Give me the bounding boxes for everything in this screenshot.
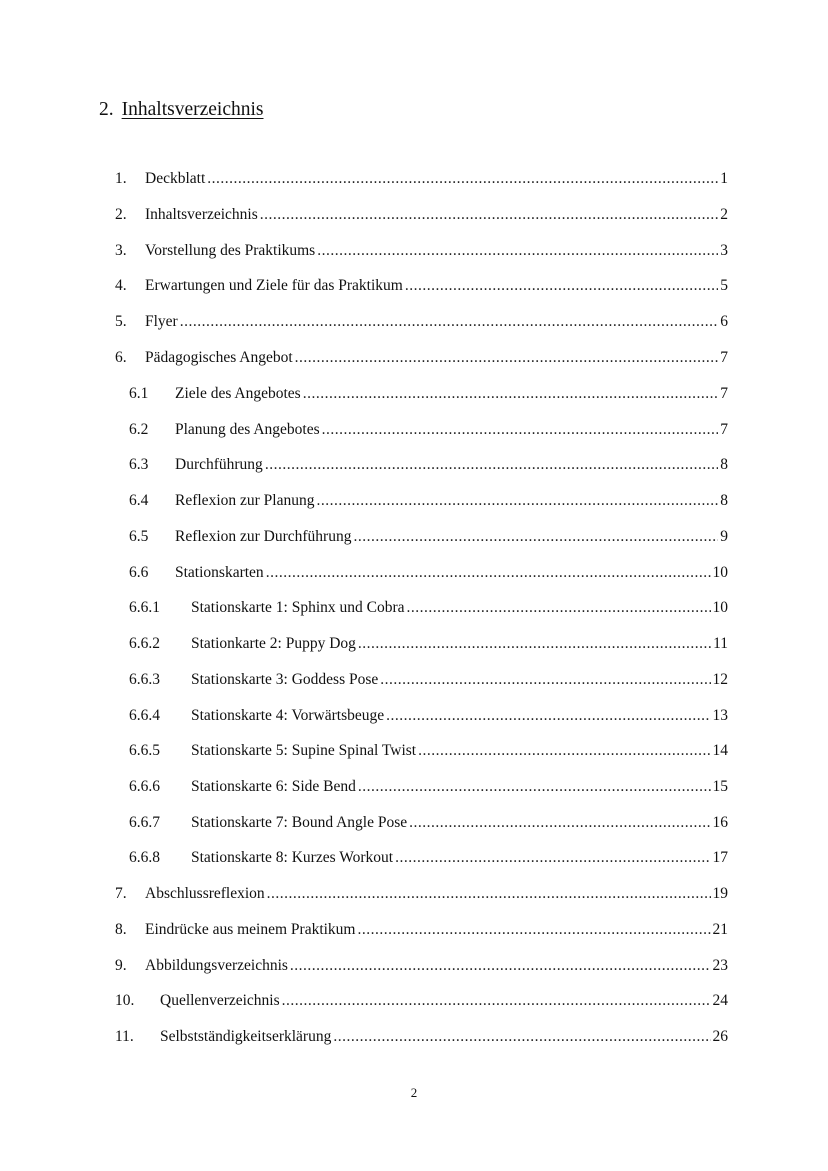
toc-entry-page: 23 [712, 957, 728, 974]
toc-leader-dots [409, 812, 710, 834]
toc-entry-label: Stationskarte 1: Sphinx und Cobra [191, 599, 405, 616]
toc-entry-page: 13 [712, 707, 728, 724]
toc-leader-dots [386, 705, 710, 727]
toc-entry[interactable] [129, 490, 728, 512]
toc-entry-label: Stationskarten [175, 564, 264, 581]
toc-entry-page: 19 [712, 885, 728, 902]
toc-leader-dots [317, 240, 718, 262]
toc-leader-dots [266, 562, 711, 584]
toc-entry-page: 24 [712, 992, 728, 1009]
toc-entry-label: Eindrücke aus meinem Praktikum [145, 921, 356, 938]
toc-leader-dots [322, 419, 719, 441]
toc-entry-label: Stationkarte 2: Puppy Dog [191, 635, 356, 652]
toc-entry-page: 26 [712, 1028, 728, 1045]
toc-entry[interactable] [115, 347, 728, 369]
toc-entry-label: Stationskarte 5: Supine Spinal Twist [191, 742, 417, 759]
toc-entry-number: 6.1 [129, 385, 149, 402]
toc-entry-number: 6.4 [129, 492, 149, 509]
toc-leader-dots [207, 168, 718, 190]
toc-entry-label: Vorstellung des Praktikums [145, 242, 316, 259]
toc-leader-dots [380, 669, 710, 691]
toc-entry[interactable] [115, 204, 728, 226]
toc-entry-page: 7 [720, 349, 728, 366]
toc-entry-number: 4. [115, 277, 127, 294]
toc-entry-label: Stationskarte 8: Kurzes Workout [191, 849, 394, 866]
toc-entry-number: 6.6.6 [129, 778, 160, 795]
toc-entry-label: Ziele des Angebotes [175, 385, 301, 402]
toc-entry-label: Quellenverzeichnis [160, 992, 280, 1009]
toc-entry[interactable] [129, 669, 728, 691]
toc-entry[interactable] [129, 740, 728, 762]
toc-entry-label: Planung des Angebotes [175, 421, 320, 438]
toc-entry-number: 1. [115, 170, 127, 187]
toc-leader-dots [265, 454, 718, 476]
toc-entry[interactable] [129, 812, 728, 834]
toc-entry-page: 11 [713, 635, 728, 652]
toc-entry-page: 7 [720, 421, 728, 438]
toc-entry-label: Abbildungsverzeichnis [145, 957, 288, 974]
toc-entry-number: 5. [115, 313, 127, 330]
toc-entry-page: 16 [712, 814, 728, 831]
toc-leader-dots [333, 1026, 710, 1048]
toc-entry-number: 6. [115, 349, 127, 366]
toc-leader-dots [418, 740, 710, 762]
toc-entry[interactable] [115, 990, 728, 1012]
toc-entry[interactable] [129, 526, 728, 548]
toc-entry[interactable] [115, 955, 728, 977]
toc-entry-number: 3. [115, 242, 127, 259]
toc-entry-label: Erwartungen und Ziele für das Praktikum [145, 277, 403, 294]
toc-entry-number: 6.6.1 [129, 599, 160, 616]
page-number: 2 [410, 1085, 418, 1100]
toc-entry-label: Reflexion zur Durchführung [175, 528, 352, 545]
toc-entry-page: 8 [720, 492, 728, 509]
toc-entry-label: Abschlussreflexion [145, 885, 265, 902]
toc-entry-label: Durchführung [175, 456, 263, 473]
toc-entry-page: 1 [720, 170, 728, 187]
toc-leader-dots [180, 311, 719, 333]
toc-entry-label: Flyer [145, 313, 178, 330]
toc-entry-page: 3 [720, 242, 728, 259]
toc-entry-number: 6.6.3 [129, 671, 160, 688]
toc-entry-number: 6.6 [129, 564, 149, 581]
toc-entry[interactable] [115, 883, 728, 905]
toc-leader-dots [358, 633, 711, 655]
toc-entry-page: 12 [712, 671, 728, 688]
toc-entry[interactable] [129, 562, 728, 584]
toc-entry-number: 6.6.8 [129, 849, 160, 866]
toc-entry[interactable] [115, 919, 728, 941]
toc-entry-label: Reflexion zur Planung [175, 492, 315, 509]
toc-leader-dots [358, 776, 711, 798]
toc-entry[interactable] [115, 311, 728, 333]
toc-entry-label: Selbstständigkeitserklärung [160, 1028, 332, 1045]
toc-entry-number: 7. [115, 885, 127, 902]
toc-entry[interactable] [115, 275, 728, 297]
toc-entry[interactable] [115, 168, 728, 190]
toc-entry[interactable] [129, 419, 728, 441]
toc-entry-page: 9 [720, 528, 728, 545]
toc-entry[interactable] [129, 847, 728, 869]
toc-entry-label: Stationskarte 6: Side Bend [191, 778, 356, 795]
toc-leader-dots [282, 990, 711, 1012]
toc-leader-dots [405, 275, 718, 297]
toc-leader-dots [395, 847, 710, 869]
toc-entry-page: 5 [720, 277, 728, 294]
toc-entry-label: Deckblatt [145, 170, 206, 187]
toc-entry-page: 17 [712, 849, 728, 866]
toc-entry-page: 15 [712, 778, 728, 795]
toc-entry-number: 2. [115, 206, 127, 223]
toc-entry-number: 6.2 [129, 421, 149, 438]
heading-number: 2. [99, 99, 114, 120]
toc-entry-number: 10. [115, 992, 135, 1009]
toc-leader-dots [260, 204, 718, 226]
toc-leader-dots [316, 490, 718, 512]
toc-leader-dots [358, 919, 711, 941]
toc-entry[interactable] [129, 597, 728, 619]
toc-entry-number: 6.6.5 [129, 742, 160, 759]
toc-entry-label: Pädagogisches Angebot [145, 349, 293, 366]
toc-entry-page: 7 [720, 385, 728, 402]
toc-entry-number: 6.6.4 [129, 707, 160, 724]
toc-entry[interactable] [129, 633, 728, 655]
toc-leader-dots [303, 383, 719, 405]
toc-entry-label: Stationskarte 4: Vorwärtsbeuge [191, 707, 385, 724]
toc-leader-dots [407, 597, 711, 619]
toc-entry[interactable] [129, 705, 728, 727]
toc-entry-page: 10 [712, 564, 728, 581]
toc-entry-number: 6.6.2 [129, 635, 160, 652]
toc-entry-page: 2 [720, 206, 728, 223]
toc-entry-page: 8 [720, 456, 728, 473]
toc-entry[interactable] [115, 240, 728, 262]
toc-entry-label: Stationskarte 3: Goddess Pose [191, 671, 379, 688]
toc-entry-page: 10 [712, 599, 728, 616]
toc-entry-number: 9. [115, 957, 127, 974]
toc-entry-number: 6.6.7 [129, 814, 160, 831]
toc-entry-label: Stationskarte 7: Bound Angle Pose [191, 814, 408, 831]
heading-title: Inhaltsverzeichnis [121, 99, 264, 120]
toc-entry[interactable] [115, 1026, 728, 1048]
toc-entry-number: 6.3 [129, 456, 149, 473]
toc-leader-dots [267, 883, 711, 905]
toc-leader-dots [290, 955, 711, 977]
toc-entry-page: 6 [720, 313, 728, 330]
section-heading [99, 98, 264, 122]
toc-entry-page: 21 [712, 921, 728, 938]
toc-entry[interactable] [129, 454, 728, 476]
toc-entry[interactable] [129, 776, 728, 798]
toc-entry-number: 8. [115, 921, 127, 938]
toc-leader-dots [295, 347, 719, 369]
toc-entry-label: Inhaltsverzeichnis [145, 206, 258, 223]
toc-entry[interactable] [129, 383, 728, 405]
toc-entry-page: 14 [712, 742, 728, 759]
toc-entry-number: 11. [115, 1028, 134, 1045]
toc-leader-dots [353, 526, 718, 548]
toc-entry-number: 6.5 [129, 528, 149, 545]
